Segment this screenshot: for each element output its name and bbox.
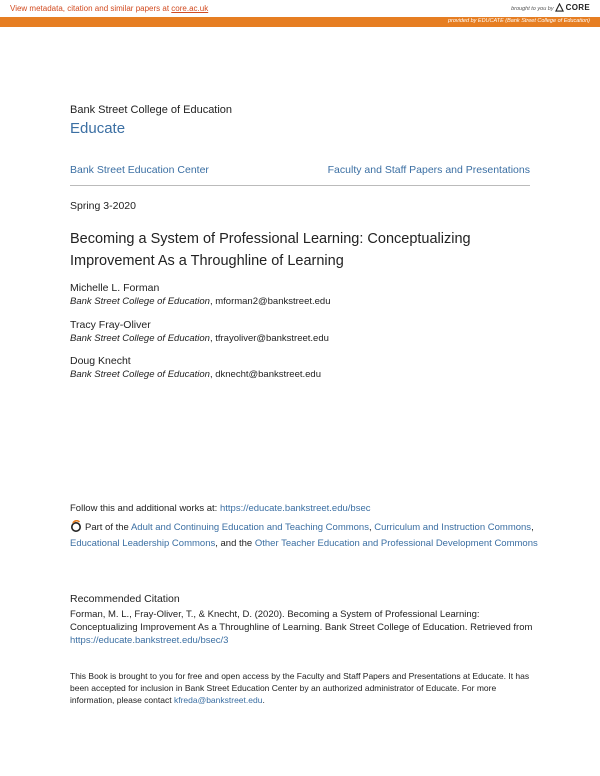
follow-line [70,503,370,514]
author-name: Tracy Fray-Oliver [70,319,151,331]
separator: , and the [215,538,255,549]
footer-body: This Book is brought to you for free and open access by the Faculty and Staff Papers and Presentations at Educate. It has been accepted for inclusion in Bank Street Education Center by an authorized administrator of Educate. For more information, please contact [70,671,530,705]
recommended-citation-heading: Recommended Citation [70,593,180,605]
affiliation-text: Bank Street College of Education [70,369,210,380]
part-of-label: Part of the [85,522,131,533]
author-name: Michelle L. Forman [70,282,160,294]
core-banner [0,0,600,17]
core-logo-text[interactable]: CORE [565,3,590,12]
institution-name: Bank Street College of Education [70,104,233,116]
separator: , [368,522,375,533]
author-email: , dknecht@bankstreet.edu [209,369,321,380]
commons-link-adult-education[interactable]: Adult and Continuing Education and Teaching Commons [130,522,369,533]
brought-to-you [511,3,590,12]
core-logo-icon [555,3,564,12]
commons-link-teacher-education[interactable]: Other Teacher Education and Professional Development Commons [254,538,538,549]
author-name: Doug Knecht [70,355,131,367]
view-metadata-label: View metadata, citation and similar papers at [10,4,172,13]
separator: , [531,522,534,533]
footer-notice [70,670,540,706]
affiliation-text: Bank Street College of Education [70,333,210,344]
follow-link[interactable]: https://educate.bankstreet.edu/bsec [219,503,371,514]
repository-link[interactable]: Educate [70,120,126,137]
provided-by-text: provided by EDUCATE (Bank Street College of Education) [447,18,590,24]
recommended-citation-text [70,608,540,647]
footer-end: . [262,695,265,705]
brought-label: brought to you by [511,6,554,12]
nav-link-left[interactable]: Bank Street Education Center [70,164,209,176]
view-metadata-text [10,4,208,13]
nav-link-right[interactable]: Faculty and Staff Papers and Presentations [327,164,530,176]
commons-link-leadership[interactable]: Educational Leadership Commons [70,538,216,549]
part-of-section [70,520,540,552]
author-affiliation [70,333,329,344]
affiliation-text: Bank Street College of Education [70,296,210,307]
author-email: , tfrayoliver@bankstreet.edu [209,333,329,344]
provided-by-bar [0,17,600,27]
open-access-icon [70,520,82,532]
follow-label: Follow this and additional works at: [70,503,220,514]
author-affiliation [70,369,321,380]
commons-link-curriculum[interactable]: Curriculum and Instruction Commons [374,522,532,533]
author-affiliation [70,296,331,307]
contact-email-link[interactable]: kfreda@bankstreet.edu [173,695,263,705]
divider [70,185,530,186]
paper-title: Becoming a System of Professional Learning: Conceptualizing Improvement As a Throughline of Learning [70,231,471,269]
author-email: , mforman2@bankstreet.edu [209,296,331,307]
citation-link[interactable]: https://educate.bankstreet.edu/bsec/3 [70,635,229,646]
publication-date: Spring 3-2020 [70,200,136,212]
citation-body: Forman, M. L., Fray-Oliver, T., & Knecht, D. (2020). Becoming a System of Professional Learning: Conceptualizing Improvement As a Throughline of Learning. Bank Street College of Education. Retrieved from [70,609,533,633]
core-link[interactable]: core.ac.uk [171,4,209,13]
